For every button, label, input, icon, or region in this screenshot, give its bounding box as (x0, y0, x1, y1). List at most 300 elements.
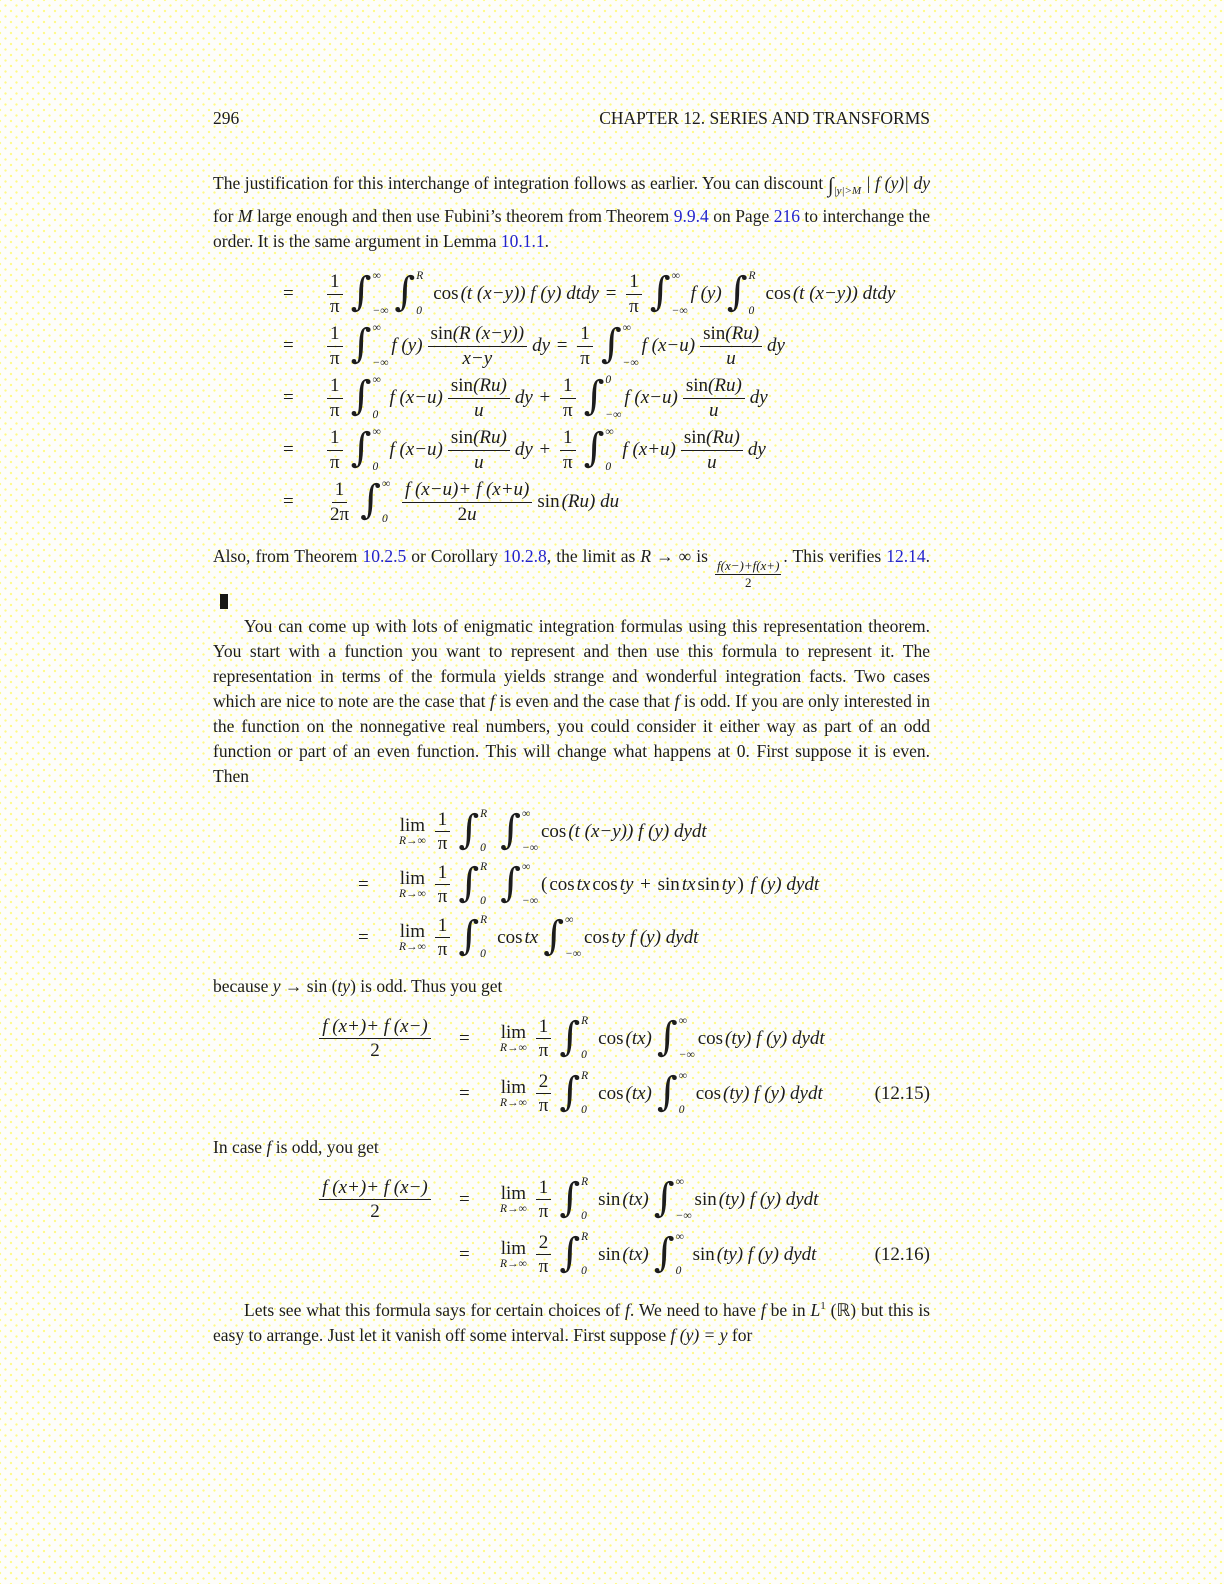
integral-sign: ∫ (458, 912, 480, 959)
math-token: 1 (563, 427, 573, 449)
lim-word: lim (500, 1238, 527, 1260)
math-token: + (534, 387, 555, 408)
integral-limits (565, 915, 581, 961)
ref-link[interactable]: 9.9.4 (673, 206, 709, 226)
fraction-denominator (471, 451, 487, 473)
integral-limits (676, 1232, 690, 1278)
equals-column: = (358, 926, 369, 948)
math-superscript: 1 (820, 1300, 826, 1313)
fraction-denominator (367, 1039, 383, 1061)
lower-limit: 0 (581, 1210, 587, 1223)
equation-block-even-case (213, 805, 930, 964)
lim-subscript: R→∞ (399, 941, 426, 953)
math-token: ty (721, 873, 736, 895)
math-token: (t (x−y)) f (y) dtdy (460, 283, 599, 304)
math-token: tx (576, 873, 591, 895)
integral (351, 323, 389, 369)
fraction (435, 915, 451, 961)
math-token: f (x−u) (389, 387, 443, 408)
lower-limit: 0 (675, 1265, 682, 1278)
fraction-denominator (536, 1094, 552, 1116)
math-token: π (538, 1040, 549, 1062)
upper-limit: R (480, 913, 488, 926)
inline-math: f (490, 691, 495, 712)
equation-row (358, 858, 930, 911)
integral-limits (480, 809, 494, 855)
math-token: 2 (538, 1071, 549, 1093)
inline-math: ty (337, 976, 351, 997)
math-token: f (x−u) (624, 387, 678, 408)
fraction-numerator (319, 1016, 430, 1039)
math-token: + (635, 873, 656, 895)
integral-limits (679, 1016, 695, 1062)
lower-limit: −∞ (675, 1210, 692, 1223)
equals-column: = (283, 283, 294, 304)
upper-limit: ∞ (372, 322, 381, 334)
integral-sign: ∫ (543, 912, 565, 959)
upper-limit: ∞ (372, 270, 381, 282)
equation-number: (12.16) (874, 1243, 930, 1265)
fraction-numerator (319, 1177, 430, 1200)
lower-limit: 0 (678, 1104, 685, 1117)
equals-column: = (283, 491, 294, 512)
math-token: f (y) (690, 283, 722, 304)
integral-sign: ∫ (458, 859, 480, 906)
fraction (536, 1177, 552, 1223)
integral-limits (605, 427, 619, 473)
fraction-denominator (435, 832, 451, 854)
upper-limit: ∞ (671, 270, 680, 282)
limit-operator (399, 922, 426, 953)
integral-sign: ∫ (600, 321, 622, 367)
equation-block-derivation (213, 268, 930, 528)
integral-sign: ∫ (583, 373, 605, 419)
fraction-denominator (367, 1200, 383, 1222)
math-token: 2 (370, 1201, 380, 1223)
fraction-denominator (459, 347, 495, 369)
integral (543, 912, 582, 961)
integral (656, 1068, 693, 1117)
fraction (402, 479, 532, 525)
math-token: (ty) f (y) dydt (718, 1188, 819, 1210)
integral (559, 1068, 595, 1117)
math-token: 1 (437, 862, 448, 884)
integral-sign: ∫ (350, 321, 372, 367)
math-token: ) (737, 873, 744, 895)
integral-sign: ∫ (500, 806, 522, 853)
equals-column: = (358, 873, 369, 895)
chapter-header: CHAPTER 12. SERIES AND TRANSFORMS (599, 108, 930, 128)
fraction (700, 323, 762, 369)
math-token: 1 (330, 323, 340, 345)
lower-limit: 0 (372, 460, 379, 473)
ref-link[interactable]: 10.1.1 (500, 231, 545, 251)
limit-operator (500, 1239, 527, 1270)
lower-limit: 0 (748, 304, 755, 317)
integral (559, 1013, 595, 1062)
ref-link[interactable]: 10.2.8 (503, 546, 547, 566)
equation-row (291, 1172, 930, 1227)
lower-limit: −∞ (622, 356, 639, 369)
math-token: cos (765, 283, 791, 304)
lim-word: lim (399, 815, 426, 837)
fraction (327, 427, 343, 473)
upper-limit: R (581, 1230, 589, 1243)
equation-body (398, 912, 699, 961)
math-token: 1 (538, 1177, 549, 1199)
ref-link[interactable]: 216 (773, 206, 800, 226)
integral-limits (605, 375, 621, 421)
integral-limits (581, 1016, 595, 1062)
fraction-numerator (536, 1071, 552, 1094)
integral (656, 1013, 695, 1062)
inline-math: M (237, 206, 253, 226)
fraction-numerator (327, 323, 343, 346)
fraction (536, 1071, 552, 1117)
fraction-denominator (536, 1200, 552, 1222)
paragraph-limit-result: Also, from Theorem 10.2.5 or Corollary 10.2.8, the limit as R → ∞ is $\frac{f(x-)+f(x+)}{2}$ . This verifies 12.14. (213, 544, 930, 614)
integral-limits (623, 323, 639, 369)
fraction-denominator (536, 1039, 552, 1061)
fraction (319, 1177, 430, 1223)
fraction-denominator (560, 399, 576, 421)
integral-sign: ∫ (458, 806, 480, 853)
integral-limits (522, 862, 538, 908)
limit-operator (500, 1078, 527, 1109)
equation-body (398, 806, 708, 855)
integral (601, 323, 639, 369)
ref-link[interactable]: 12.14 (886, 546, 926, 566)
equals-column: = (459, 1243, 470, 1265)
lim-word: lim (500, 1077, 527, 1099)
integral-limits (480, 862, 494, 908)
integral-sign: ∫ (559, 1013, 581, 1060)
equation-body (499, 1068, 824, 1117)
math-token: u (474, 399, 484, 421)
fraction-denominator (455, 503, 480, 525)
fraction-numerator (428, 323, 528, 346)
math-token: f (x−u) (389, 439, 443, 460)
math-token: f (x+)+ f (x−) (322, 1177, 428, 1199)
integral (559, 1174, 595, 1223)
lower-limit: 0 (381, 512, 388, 525)
paragraph-enigmatic-formulas: You can come up with lots of enigmatic integration formulas using this representation theorem. You start with a function you want to represent and then use this formula to represent it. The representation in terms of the formula yields strange and wonderful integration facts. Two cases which are nice to note are the case that f is even and the case that f is odd. If you are only interested in the function on the nonnegative real numbers, you could consider it either way as part of an odd function or part of an even function. This will change what happens at 0. First suppose it is even. Then (213, 616, 930, 787)
math-token: sin (683, 427, 707, 449)
upper-limit: R (480, 860, 488, 873)
integral (559, 1229, 595, 1278)
equation-body (499, 1174, 819, 1223)
lower-limit: −∞ (522, 842, 538, 855)
upper-limit: ∞ (622, 322, 631, 334)
math-token: ( (540, 873, 548, 895)
fraction-numerator (435, 809, 451, 832)
math-token: π (437, 886, 448, 908)
math-token: π (580, 347, 590, 369)
math-token: 1 (437, 915, 448, 937)
integral-limits (581, 1177, 595, 1223)
upper-limit: ∞ (678, 1014, 687, 1027)
equals-column: = (459, 1027, 470, 1049)
math-token: dy (749, 387, 768, 408)
integral (727, 271, 763, 317)
upper-limit: ∞ (675, 1175, 684, 1188)
limit-operator (500, 1184, 527, 1215)
inline-fraction (715, 559, 781, 589)
integral-sign: ∫ (653, 1174, 675, 1221)
math-token: π (437, 939, 448, 961)
page-number: 296 (213, 108, 240, 128)
math-token: u (467, 503, 477, 525)
integral (458, 859, 494, 908)
inline-math: f (674, 691, 680, 712)
math-token: (ty) f (y) dydt (725, 1027, 825, 1049)
math-token: cos (549, 873, 575, 895)
integral-limits (480, 915, 494, 961)
ref-link[interactable]: 10.2.5 (362, 546, 407, 566)
lower-limit: 0 (605, 460, 612, 473)
math-subscript: |y|>M (833, 185, 862, 197)
equation-body (398, 859, 820, 908)
fraction-numerator (327, 427, 343, 450)
fraction-numerator (435, 915, 451, 938)
equation-body (323, 375, 769, 421)
math-token: (R (x−y)) (452, 323, 525, 345)
math-token: (tx) (625, 1027, 652, 1049)
math-token: u (474, 451, 484, 473)
math-token: sin (692, 1243, 715, 1265)
paragraph-odd-case: In case f is odd, you get (213, 1137, 379, 1158)
equation-lhs (291, 1177, 459, 1223)
equation-body (323, 427, 767, 473)
fraction-numerator (435, 862, 451, 885)
math-token: sin (703, 323, 726, 345)
fraction-numerator (536, 1232, 552, 1255)
integral (458, 806, 494, 855)
fraction-denominator (626, 295, 642, 317)
integral-sign: ∫ (350, 269, 372, 315)
math-token: (ty) f (y) dydt (723, 1082, 823, 1104)
lim-word: lim (399, 868, 426, 890)
fraction-numerator (626, 271, 642, 294)
math-token: sin (450, 375, 474, 397)
lower-limit: −∞ (605, 408, 622, 421)
lower-limit: 0 (372, 408, 379, 421)
fraction-denominator (723, 347, 739, 369)
lower-limit: −∞ (372, 356, 389, 369)
math-token: 1 (334, 479, 345, 501)
integral (500, 859, 538, 908)
lower-limit: −∞ (671, 304, 688, 317)
integral-limits (372, 375, 386, 421)
math-token: cos (598, 1082, 624, 1104)
equation-body (323, 479, 620, 525)
math-token: = (600, 283, 622, 304)
fraction-denominator (327, 503, 352, 525)
math-token: cos (695, 1082, 722, 1104)
integral-limits (581, 1071, 595, 1117)
math-token: 1 (330, 427, 340, 449)
math-token: cos (697, 1027, 724, 1049)
math-token: cos (584, 926, 610, 948)
math-token: (Ru) (473, 375, 507, 397)
math-token: x−y (462, 347, 493, 369)
fraction (683, 375, 745, 421)
fraction (435, 862, 451, 908)
fraction (327, 479, 352, 525)
math-token: 2π (330, 503, 350, 525)
fraction (577, 323, 593, 369)
fraction (428, 323, 528, 369)
equation-row (283, 424, 930, 476)
equation-lhs (291, 1016, 459, 1062)
math-token: π (437, 833, 448, 855)
upper-limit: 0 (605, 374, 612, 386)
math-token: cos (540, 820, 567, 842)
equation-body (499, 1229, 817, 1278)
paragraph-choices-of-f: Lets see what this formula says for certain choices of f. We need to have f be in $L^1$ (ℝ) but this is easy to arrange. Just let it vanish off some interval. First suppose f (y) = y for (213, 1300, 930, 1346)
fraction-denominator (435, 938, 451, 960)
lim-subscript: R→∞ (500, 1258, 527, 1270)
upper-limit: R (416, 270, 424, 282)
equation-row (358, 911, 930, 964)
math-token: ty (619, 873, 634, 895)
equation-block-12-15 (213, 1011, 930, 1121)
fraction (448, 427, 510, 473)
fraction (448, 375, 510, 421)
math-token: π (330, 347, 340, 369)
integral (653, 1229, 690, 1278)
fraction-numerator (327, 271, 343, 294)
integral-sign: ∫ (656, 1068, 678, 1115)
lim-word: lim (399, 921, 426, 943)
inline-math: | f (y)| dy (861, 173, 930, 193)
inline-math: f (266, 1137, 272, 1158)
fraction-numerator (448, 375, 510, 398)
math-token: sin (694, 1188, 717, 1210)
math-token: tx (524, 926, 539, 948)
math-token: f (y) dydt (745, 873, 820, 895)
fraction-numerator (332, 479, 348, 502)
math-token: 1 (563, 375, 573, 397)
fraction-numerator (560, 427, 576, 450)
fraction-numerator (536, 1177, 552, 1200)
fraction-numerator (536, 1016, 552, 1039)
math-token: sin (598, 1243, 621, 1265)
inline-math: R (640, 546, 652, 566)
upper-limit: ∞ (565, 913, 574, 926)
math-token: sin (657, 873, 680, 895)
math-token: sin (685, 375, 709, 397)
lim-subscript: R→∞ (399, 835, 426, 847)
math-token: u (709, 399, 719, 421)
math-token: 2 (538, 1232, 549, 1254)
fraction-numerator (402, 479, 532, 502)
fraction (536, 1232, 552, 1278)
lower-limit: −∞ (565, 948, 582, 961)
integral-limits (672, 271, 688, 317)
math-token: 1 (580, 323, 590, 345)
math-token: u (726, 347, 736, 369)
upper-limit: R (581, 1069, 589, 1082)
page-header (213, 108, 930, 129)
integral (500, 806, 538, 855)
math-token: (t (x−y)) f (y) dydt (568, 820, 707, 842)
lim-word: lim (500, 1183, 527, 1205)
fraction-denominator (327, 347, 343, 369)
math-token: 1 (538, 1016, 549, 1038)
lim-subscript: R→∞ (399, 888, 426, 900)
fraction-numerator (577, 323, 593, 346)
equals-column: = (283, 335, 294, 356)
equation-row (283, 320, 930, 372)
fraction-numerator (560, 375, 576, 398)
fraction (319, 1016, 430, 1062)
math-token: 1 (330, 271, 340, 293)
math-token: cos (497, 926, 523, 948)
integral-limits (581, 1232, 595, 1278)
upper-limit: ∞ (372, 426, 381, 438)
fraction-numerator: f(x−)+f(x+) (717, 558, 780, 573)
lower-limit: 0 (480, 948, 486, 961)
math-token: (tx) (622, 1188, 649, 1210)
fraction (327, 375, 343, 421)
fraction-denominator (471, 399, 487, 421)
math-token: dy (514, 439, 533, 460)
integral (351, 375, 387, 421)
fraction (327, 271, 343, 317)
integral-sign: ∫ (559, 1174, 581, 1221)
fraction (560, 427, 576, 473)
equals-column: = (283, 387, 294, 408)
fraction (626, 271, 642, 317)
fraction-denominator (704, 451, 720, 473)
equation-row (283, 372, 930, 424)
upper-limit: ∞ (522, 860, 531, 873)
equation-row (291, 1066, 930, 1121)
math-token: cos (433, 283, 459, 304)
integral-limits (416, 271, 430, 317)
math-token: π (629, 295, 639, 317)
math-token: (Ru) (725, 323, 760, 345)
fraction-denominator (706, 399, 722, 421)
fraction-denominator (536, 1255, 552, 1277)
upper-limit: ∞ (381, 478, 391, 490)
paragraph-justification: The justification for this interchange of integration follows as earlier. You can discount $\int_{|y|>M}$ | f (y)| dy for M large enough and then use Fubini’s theorem from Theorem 9.9.4 on Page 216 to interchange the order. It is the same argument in Lemma 10.1.1. (213, 173, 930, 251)
math-token: 2 (370, 1040, 380, 1062)
integral-sign: ∫ (360, 477, 381, 523)
upper-limit: ∞ (522, 807, 531, 820)
math-token: 1 (629, 271, 639, 293)
fraction-denominator (327, 399, 343, 421)
math-token: f (y) (391, 335, 423, 356)
integral-sign: ∫ (656, 1013, 678, 1060)
fraction-denominator: 2 (744, 574, 752, 590)
math-token: (Ru) du (561, 491, 620, 512)
limit-operator (399, 869, 426, 900)
fraction-numerator (681, 427, 743, 450)
math-token: π (330, 295, 340, 317)
integral (584, 375, 622, 421)
integral-sign: ∫ (649, 269, 671, 315)
integral (653, 1174, 692, 1223)
fraction (560, 375, 576, 421)
integral-sign: ∫ (653, 1229, 675, 1276)
math-token: ty f (y) dydt (611, 926, 699, 948)
inline-math: L (810, 1300, 821, 1321)
math-token: + (534, 439, 555, 460)
math-token: (t (x−y)) dtdy (792, 283, 896, 304)
math-token: f (x−u) (641, 335, 696, 356)
